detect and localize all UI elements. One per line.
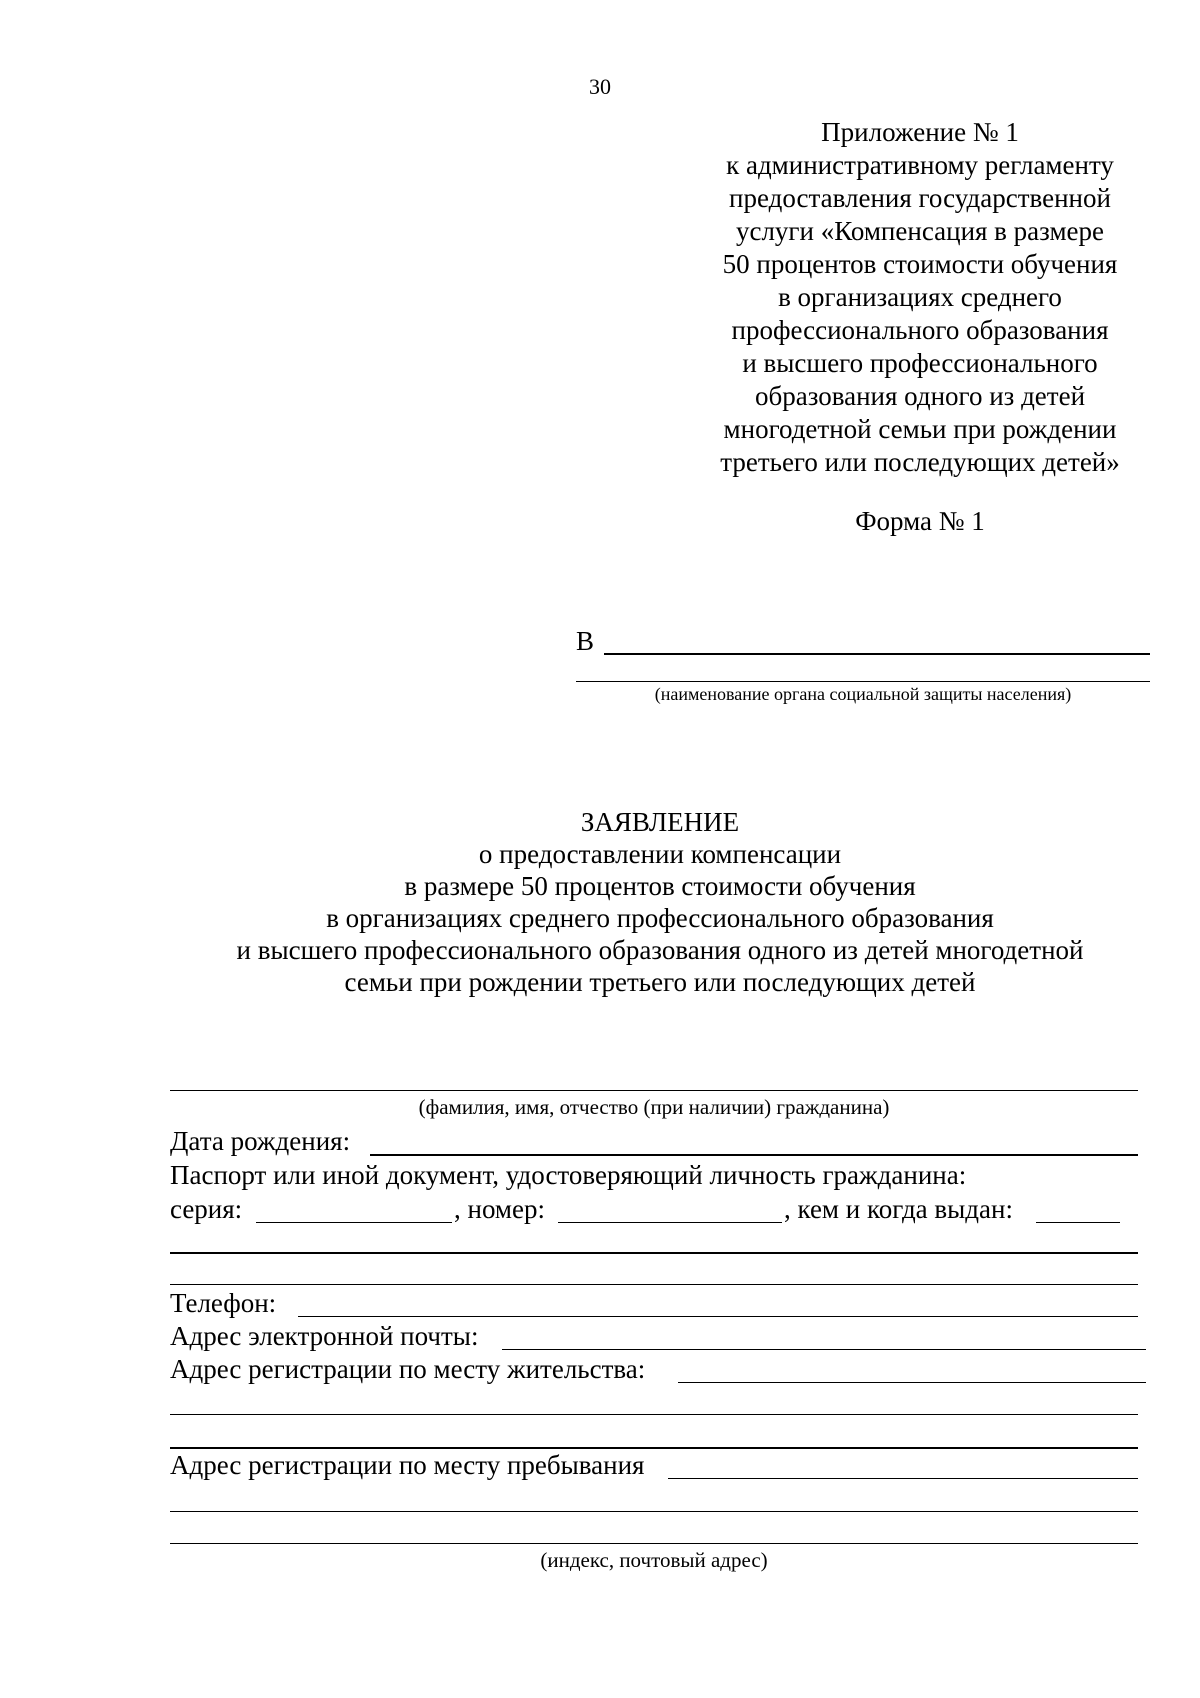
fio-input-line[interactable] [170, 1090, 1138, 1091]
addressee-second-line[interactable] [576, 681, 1150, 682]
series-label: серия: [170, 1194, 243, 1224]
email-label: Адрес электронной почты: [170, 1321, 479, 1351]
residence-label: Адрес регистрации по месту жительства: [170, 1354, 646, 1384]
addressee-input-line[interactable] [604, 653, 1150, 655]
appendix-line: третьего или последующих детей» [720, 447, 1120, 477]
email-input-line[interactable] [502, 1349, 1146, 1350]
residence-input-line[interactable] [678, 1382, 1146, 1383]
residence-input-line-2[interactable] [170, 1414, 1138, 1415]
postal-caption: (индекс, почтовый адрес) [540, 1548, 768, 1572]
issued-label: , кем и когда выдан: [784, 1194, 1013, 1224]
phone-input-line[interactable] [298, 1316, 1138, 1317]
addressee-prefix: В [576, 626, 595, 656]
appendix-line: Приложение № 1 [821, 117, 1019, 147]
statement-title [0, 806, 1200, 998]
issued-input-line[interactable] [1036, 1222, 1120, 1223]
statement-subtitle-line: в размере 50 процентов стоимости обучения [404, 871, 916, 901]
statement-subtitle-line: о предоставлении компенсации [478, 839, 842, 869]
stay-input-line-2[interactable] [170, 1511, 1138, 1512]
appendix-line: многодетной семьи при рождении [723, 414, 1117, 444]
stay-input-line[interactable] [668, 1478, 1138, 1479]
birth-date-input-line[interactable] [370, 1154, 1138, 1156]
form-number: Форма № 1 [855, 506, 985, 536]
page-number: 30 [589, 74, 611, 99]
appendix-line: услуги «Компенсация в размере [735, 216, 1105, 246]
issued-input-line-2[interactable] [170, 1252, 1138, 1254]
phone-label: Телефон: [170, 1288, 277, 1318]
statement-heading: ЗАЯВЛЕНИЕ [580, 807, 740, 837]
number-label: , номер: [454, 1194, 546, 1224]
appendix-line: предоставления государственной [729, 183, 1111, 213]
appendix-block [690, 116, 1150, 479]
appendix-line: 50 процентов стоимости обучения [722, 249, 1118, 279]
postal-input-line[interactable] [170, 1543, 1138, 1544]
appendix-line: профессионального образования [731, 315, 1109, 345]
addressee-caption: (наименование органа социальной защиты населения) [654, 684, 1072, 704]
appendix-line: и высшего профессионального [742, 348, 1098, 378]
appendix-line: к административному регламенту [726, 150, 1114, 180]
statement-subtitle-line: семьи при рождении третьего или последующих детей [344, 967, 976, 997]
passport-label: Паспорт или иной документ, удостоверяющий личность гражданина: [170, 1160, 967, 1190]
series-input-line[interactable] [256, 1222, 452, 1223]
issued-input-line-3[interactable] [170, 1284, 1138, 1285]
fio-caption: (фамилия, имя, отчество (при наличии) гражданина) [418, 1095, 890, 1119]
statement-subtitle-line: и высшего профессионального образования одного из детей многодетной [236, 935, 1084, 965]
statement-subtitle-line: в организациях среднего профессионального образования [326, 903, 994, 933]
appendix-line: в организациях среднего [778, 282, 1062, 312]
stay-label: Адрес регистрации по месту пребывания [170, 1450, 645, 1480]
appendix-line: образования одного из детей [754, 381, 1086, 411]
birth-date-label: Дата рождения: [170, 1126, 351, 1156]
residence-input-line-3[interactable] [170, 1447, 1138, 1449]
number-input-line[interactable] [558, 1222, 782, 1223]
